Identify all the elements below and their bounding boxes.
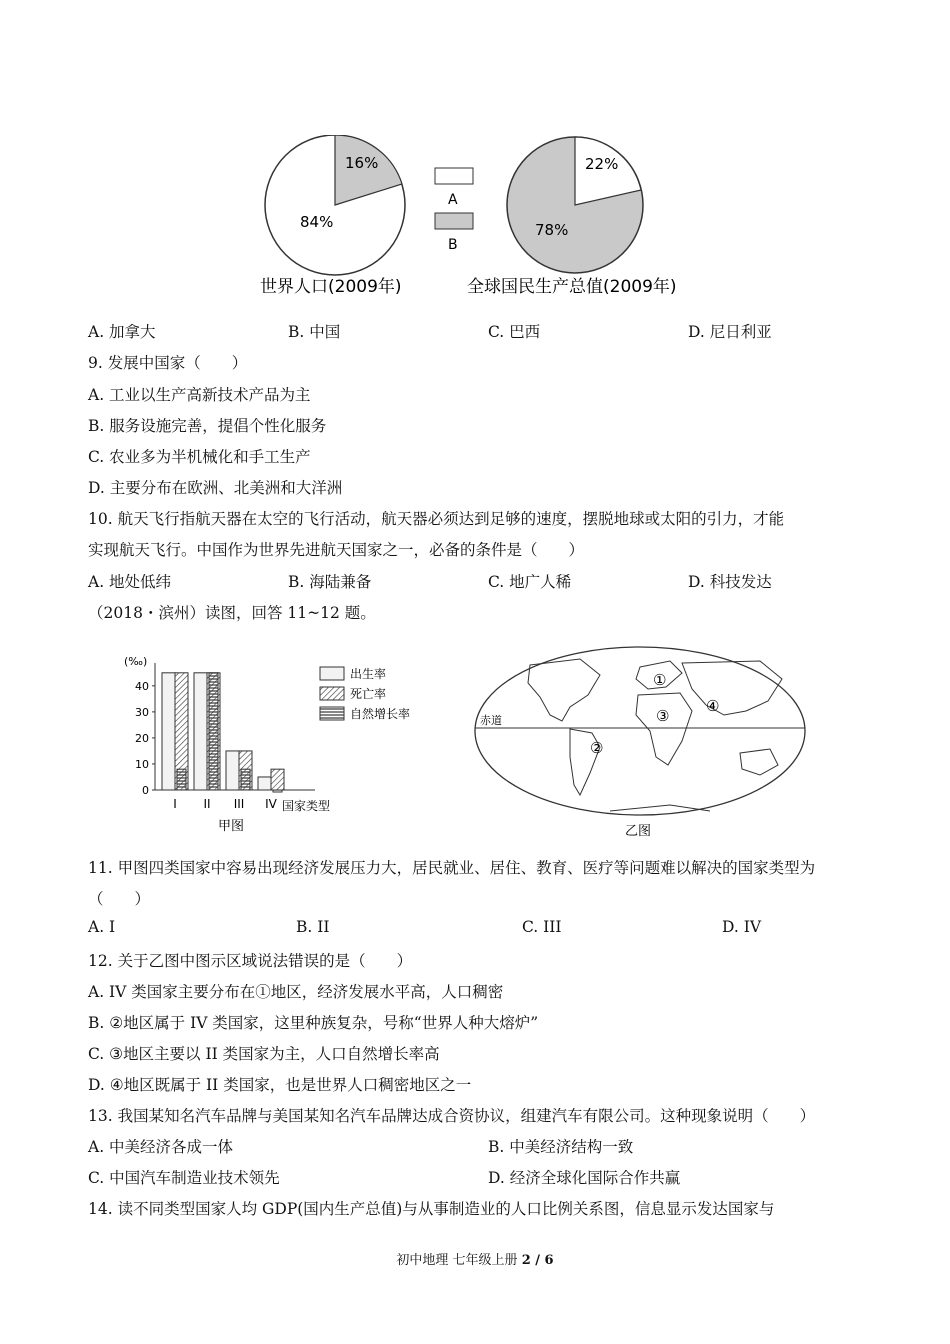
page-number: 2 / 6 [521, 1253, 554, 1268]
q11-option-b: B. II [296, 918, 330, 936]
bar-natural-growth [241, 769, 250, 790]
q13-option-d: D. 经济全球化国际合作共赢 [488, 1169, 681, 1187]
legend-death-swatch [320, 687, 344, 700]
legend-death-label: 死亡率 [350, 687, 387, 701]
bar-birth-rate [226, 751, 239, 790]
y-tick-label: 40 [135, 679, 149, 693]
legend-birth-label: 出生率 [350, 667, 387, 681]
q11-stem-2: （ ） [88, 890, 151, 908]
legend-birth-swatch [320, 667, 344, 680]
q11-option-d: D. IV [722, 918, 762, 936]
q10-option-d: D. 科技发达 [688, 573, 772, 591]
q11-option-a: A. I [88, 918, 116, 936]
q14-stem: 14. 读不同类型国家人均 GDP(国内生产总值)与从事制造业的人口比例关系图，信息显示发达国家与 [88, 1200, 775, 1218]
q10-option-b: B. 海陆兼备 [288, 573, 372, 591]
q11-stem-1: 11. 甲图四类国家中容易出现经济发展压力大，居民就业、居住、教育、医疗等问题难以解决的国家类型为 [88, 859, 816, 877]
q10-option-c: C. 地广人稀 [488, 573, 572, 591]
marker-1: ① [653, 671, 667, 689]
bar-natural-growth [177, 769, 186, 790]
y-tick-label: 20 [135, 731, 149, 745]
marker-3: ③ [656, 707, 670, 725]
x-axis-title: 国家类型 [282, 799, 331, 813]
q13-option-b: B. 中美经济结构一致 [488, 1138, 634, 1156]
bar-natural-growth [273, 790, 282, 792]
q10-stem-2: 实现航天飞行。中国作为世界先进航天国家之一，必备的条件是（ ） [88, 541, 585, 559]
bar-natural-growth [209, 673, 218, 790]
pie1-small-label: 16% [345, 154, 379, 172]
footer-text: 初中地理 七年级上册 [396, 1253, 522, 1268]
q8-option-d: D. 尼日利亚 [688, 323, 772, 341]
bar-birth-rate [194, 673, 207, 790]
q12-option-b: B. ②地区属于 IV 类国家，这里种族复杂，号称“世界人种大熔炉” [88, 1014, 539, 1032]
pie2-large-label: 78% [535, 221, 569, 239]
pie1-large-label: 84% [300, 213, 334, 231]
x-category-label: II [203, 797, 211, 811]
legend-b-box [435, 213, 473, 229]
legend-a-label: A [448, 192, 458, 208]
pie1-caption: 世界人口(2009年) [260, 277, 402, 297]
q13-stem: 13. 我国某知名汽车品牌与美国某知名汽车品牌达成合资协议，组建汽车有限公司。这种现象说明（ ） [88, 1107, 816, 1125]
bar-chart [110, 645, 460, 840]
x-category-label: III [233, 797, 245, 811]
legend-b-label: B [448, 237, 458, 253]
y-tick-label: 10 [135, 757, 149, 771]
q10-option-a: A. 地处低纬 [88, 573, 172, 591]
q11-option-c: C. III [522, 918, 562, 936]
marker-4: ④ [706, 697, 720, 715]
q9-option-c: C. 农业多为半机械化和手工生产 [88, 448, 311, 466]
q10-stem-1: 10. 航天飞行指航天器在太空的飞行活动，航天器必须达到足够的速度，摆脱地球或太阳的引力，才能 [88, 510, 785, 528]
q9-stem: 9. 发展中国家（ ） [88, 354, 248, 372]
q9-option-d: D. 主要分布在欧洲、北美洲和大洋洲 [88, 479, 343, 497]
q8-option-a: A. 加拿大 [88, 323, 156, 341]
pie2-caption: 全球国民生产总值(2009年) [467, 277, 677, 297]
page-footer [0, 1249, 950, 1268]
legend-growth-swatch [320, 707, 344, 720]
q12-option-d: D. ④地区既属于 II 类国家，也是世界人口稠密地区之一 [88, 1076, 472, 1094]
map-caption: 乙图 [625, 824, 652, 839]
equator-label: 赤道 [480, 714, 502, 727]
q13-option-a: A. 中美经济各成一体 [88, 1138, 234, 1156]
intro-11-12: （2018・滨州）读图，回答 11~12 题。 [88, 604, 376, 622]
q12-option-c: C. ③地区主要以 II 类国家为主，人口自然增长率高 [88, 1045, 440, 1063]
chart-title: 甲图 [218, 819, 245, 834]
q9-option-a: A. 工业以生产高新技术产品为主 [88, 386, 311, 404]
legend-a-box [435, 168, 473, 184]
q12-stem: 12. 关于乙图中图示区域说法错误的是（ ） [88, 952, 413, 970]
q8-option-c: C. 巴西 [488, 323, 541, 341]
pie2-small-label: 22% [585, 155, 619, 173]
y-tick-label: 0 [142, 784, 149, 797]
legend-growth-label: 自然增长率 [350, 707, 411, 721]
bar-birth-rate [258, 777, 271, 790]
q9-option-b: B. 服务设施完善，提倡个性化服务 [88, 417, 327, 435]
bar-birth-rate [162, 673, 175, 790]
x-category-label: I [173, 797, 177, 811]
x-category-label: IV [265, 797, 277, 811]
world-map [470, 645, 810, 845]
q12-option-a: A. IV 类国家主要分布在①地区，经济发展水平高，人口稠密 [88, 983, 504, 1001]
y-axis-unit: (‰) [124, 655, 148, 668]
q13-option-c: C. 中国汽车制造业技术领先 [88, 1169, 280, 1187]
pie-charts-figure [255, 135, 705, 305]
bar-death-rate [271, 769, 284, 790]
marker-2: ② [590, 739, 604, 757]
q8-option-b: B. 中国 [288, 323, 341, 341]
y-tick-label: 30 [135, 705, 149, 719]
